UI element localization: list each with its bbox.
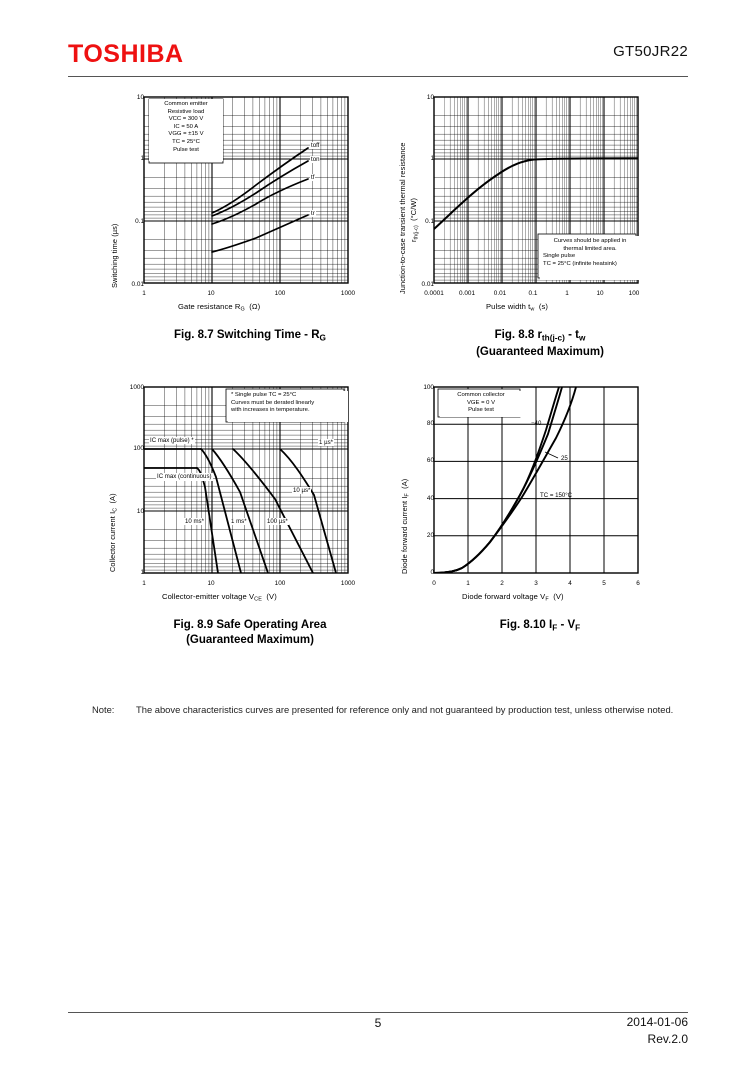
fig87-cond-0: Common emitter [164, 101, 208, 107]
fig88-x-axis-text: Pulse width t [486, 302, 531, 311]
figure-8-8-caption [390, 328, 690, 360]
fig810-caption-mid: - V [557, 619, 576, 631]
figure-8-10-caption [390, 618, 690, 635]
fig88-ytick: 10 [426, 94, 434, 101]
fig87-curve-label-toff: toff [311, 142, 320, 149]
fig89-caption-line1: Fig. 8.9 Safe Operating Area [173, 619, 327, 631]
fig810-xtick: 2 [500, 580, 504, 587]
figure-8-8 [390, 92, 690, 382]
fig810-xtick: 1 [466, 580, 470, 587]
figure-8-7-plot [100, 92, 390, 324]
fig87-x-axis-sub: G [240, 306, 245, 313]
part-number: GT50JR22 [613, 43, 688, 60]
figure-8-10-plot [390, 382, 680, 614]
fig87-curve-label-tf: tf [311, 174, 315, 181]
fig88-x-axis-unit: (s) [538, 302, 548, 311]
figure-row-2 [0, 382, 756, 672]
fig810-x-axis-label [462, 592, 564, 603]
fig89-cond-2: with increases in temperature. [231, 407, 310, 414]
figures-area [0, 92, 756, 672]
fig89-ytick: 1000 [129, 384, 144, 391]
fig89-label-1us: 1 µs* [319, 439, 334, 446]
fig88-x-axis-sub: w [530, 306, 535, 313]
fig89-x-axis-sub: CE [254, 596, 262, 603]
fig87-x-axis-unit: (Ω) [249, 302, 261, 311]
fig88-y2-sub: th(j-c) [413, 225, 420, 240]
fig88-caption-sub2: w [578, 333, 586, 343]
fig89-label-10ms: 10 ms* [185, 518, 204, 525]
fig810-xtick: 4 [568, 580, 572, 587]
fig88-x-axis-label [486, 302, 548, 313]
note-label: Note: [92, 704, 115, 715]
fig88-y2-text: r [409, 239, 418, 242]
page-note [92, 703, 692, 717]
fig89-xtick: 1000 [340, 580, 356, 587]
figure-8-9-plot [100, 382, 390, 614]
fig89-xtick: 100 [274, 580, 286, 587]
fig88-cond-2: Single pulse [543, 253, 576, 260]
figure-row-1 [0, 92, 756, 382]
fig89-xtick: 10 [207, 580, 215, 587]
fig810-y-sub: F [404, 493, 411, 497]
fig89-x-axis-text: Collector-emitter voltage V [162, 592, 255, 601]
fig810-caption-text: Fig. 8.10 I [499, 619, 553, 631]
fig810-ytick: 20 [426, 532, 434, 539]
fig810-y-unit: (A) [400, 478, 409, 489]
fig88-xtick: 0.0001 [424, 290, 444, 297]
fig810-caption-sub2: F [575, 623, 581, 633]
figure-8-8-plot [390, 92, 680, 324]
fig810-ytick: 100 [423, 384, 434, 391]
fig88-cond-0: Curves should be applied in [553, 238, 627, 244]
fig89-cond-1: Curves must be derated linearly [231, 399, 315, 406]
fig88-xtick: 1 [565, 290, 569, 297]
fig87-curve-label-ton: ton [311, 156, 320, 163]
fig88-conditions-box [540, 236, 640, 280]
note-text: The above characteristics curves are presented for reference only and not guaranteed by production test, unless otherwise noted. [136, 704, 674, 715]
fig89-y-axis-label [108, 493, 118, 572]
fig88-xtick: 0.1 [528, 290, 538, 297]
fig88-ytick: 1 [430, 155, 434, 162]
figure-8-7 [100, 92, 400, 382]
footer-revision: Rev.2.0 [647, 1032, 688, 1046]
fig89-label-100us: 100 µs* [267, 518, 288, 525]
fig88-cond-1: thermal limited area. [563, 245, 617, 252]
fig810-xtick: 0 [432, 580, 436, 587]
fig87-caption-sub: G [319, 333, 326, 343]
fig87-cond-5: TC = 25°C [172, 138, 200, 145]
header-divider [68, 76, 688, 77]
fig810-ytick: 60 [426, 457, 434, 464]
fig89-y-sub: C [112, 507, 119, 512]
fig810-y-axis-label [400, 479, 410, 574]
fig89-conditions-box [228, 391, 348, 422]
fig810-ytick: 0 [430, 569, 434, 576]
fig87-y-axis-label: Switching time (µs) [110, 223, 119, 288]
fig89-cond-0: * Single pulse TC = 25°C [231, 392, 297, 398]
fig89-label-ic-max-pulse: IC max (pulse) * [150, 437, 194, 444]
fig88-ytick: 0.1 [425, 218, 434, 225]
fig87-xtick: 1000 [340, 290, 356, 297]
fig87-cond-2: VCC = 300 V [168, 116, 204, 123]
footer-meta [627, 1014, 688, 1048]
fig89-caption-line2: (Guaranteed Maximum) [186, 634, 314, 646]
fig88-xtick: 0.001 [459, 290, 475, 297]
fig89-ytick: 100 [133, 445, 144, 452]
fig810-xtick: 3 [534, 580, 538, 587]
fig89-label-10us: 10 µs* [293, 487, 311, 494]
fig87-cond-1: Resistive load [167, 108, 205, 115]
footer-date: 2014-01-06 [626, 1015, 688, 1029]
fig810-cond-1: VGE = 0 V [467, 399, 495, 406]
fig88-cond-3: TC = 25°C (infinite heatsink) [543, 260, 617, 267]
fig810-xtick: 6 [636, 580, 640, 587]
fig810-ytick: 80 [426, 420, 434, 427]
fig87-xtick: 100 [274, 290, 286, 297]
fig810-cond-2: Pulse test [468, 407, 494, 414]
fig88-caption-text: Fig. 8.8 r [494, 329, 542, 341]
fig87-xtick: 10 [207, 290, 215, 297]
fig88-xtick: 100 [628, 290, 640, 297]
fig89-x-axis-unit: (V) [266, 592, 277, 601]
fig810-ytick: 40 [426, 495, 434, 502]
fig87-cond-3: IC = 50 A [173, 123, 199, 130]
toshiba-logo: TOSHIBA [68, 40, 184, 68]
fig88-caption-mid: - t [564, 329, 579, 341]
fig88-y2-unit: (°C/W) [409, 197, 418, 221]
fig87-xtick: 1 [142, 290, 146, 297]
figure-8-10 [390, 382, 690, 672]
fig88-xtick: 10 [596, 290, 604, 297]
footer-divider [68, 1012, 688, 1013]
fig810-y-text: Diode forward current I [400, 496, 409, 574]
fig89-y-unit: (A) [108, 493, 117, 504]
fig810-label-tc150: TC = 150°C [540, 492, 573, 499]
fig87-x-axis-text: Gate resistance R [178, 302, 241, 311]
fig88-ytick: 0.01 [421, 281, 434, 288]
fig810-xtick: 5 [602, 580, 606, 587]
figure-8-7-caption [100, 328, 400, 345]
fig89-ytick: 1 [140, 569, 144, 576]
fig810-label-25: 25 [561, 455, 568, 462]
fig87-ytick: 1 [140, 155, 144, 162]
fig89-ytick: 10 [136, 508, 144, 515]
fig810-caption-sub1: F [552, 623, 558, 633]
fig87-cond-6: Pulse test [173, 146, 199, 153]
fig87-ytick: 0.1 [135, 218, 144, 225]
figure-8-9-caption [100, 618, 400, 648]
figure-8-9 [100, 382, 400, 672]
page-number: 5 [374, 1016, 382, 1030]
fig810-label-minus40: −40 [531, 420, 542, 427]
fig89-xtick: 1 [142, 580, 146, 587]
fig89-y-text: Collector current I [108, 511, 117, 572]
fig87-ytick: 10 [136, 94, 144, 101]
fig87-caption-text: Fig. 8.7 Switching Time - R [174, 329, 320, 341]
fig88-xtick: 0.01 [493, 290, 507, 297]
fig88-caption-line2: (Guaranteed Maximum) [476, 346, 604, 359]
fig87-conditions-box [149, 99, 223, 161]
fig810-x-axis-unit: (V) [553, 592, 564, 601]
fig810-conditions-box [440, 391, 522, 417]
fig87-x-axis-label [178, 302, 260, 313]
fig88-y-axis-label: Junction-to-case transient thermal resistance [398, 142, 407, 294]
fig810-cond-0: Common collector [457, 392, 505, 398]
fig89-label-1ms: 1 ms* [231, 518, 247, 525]
page-header [68, 40, 688, 74]
fig810-x-axis-text: Diode forward voltage V [462, 592, 546, 601]
fig88-caption-sub1: th(j-c) [541, 333, 565, 343]
fig87-curve-label-tr: tr [311, 210, 315, 217]
fig810-x-axis-sub: F [545, 596, 549, 603]
fig87-ytick: 0.01 [131, 281, 144, 288]
fig89-label-ic-max-continuous: IC max (continuous) [157, 473, 212, 480]
fig87-cond-4: VGG = ±15 V [168, 131, 204, 138]
fig89-x-axis-label [162, 592, 277, 603]
